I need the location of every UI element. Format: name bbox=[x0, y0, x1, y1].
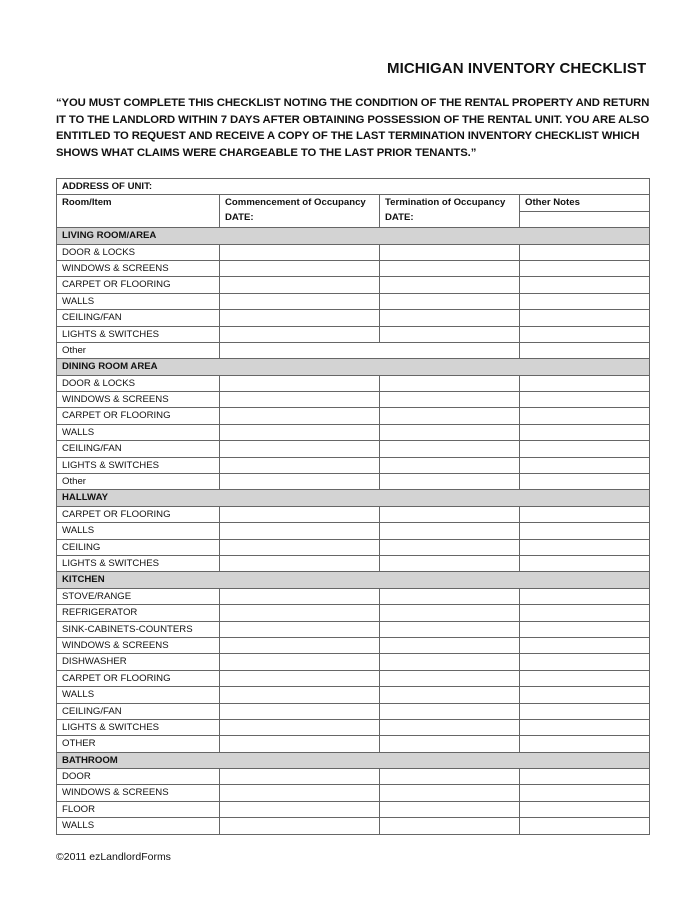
other-notes-cell[interactable] bbox=[520, 736, 650, 752]
room-item-label: CARPET OR FLOORING bbox=[57, 670, 220, 686]
other-notes-cell[interactable] bbox=[520, 801, 650, 817]
room-item-label: WINDOWS & SCREENS bbox=[57, 392, 220, 408]
room-item-label: CEILING bbox=[57, 539, 220, 555]
other-notes-cell[interactable] bbox=[520, 310, 650, 326]
table-row bbox=[57, 588, 650, 604]
room-item-label: OTHER bbox=[57, 736, 220, 752]
other-notes-cell[interactable] bbox=[520, 785, 650, 801]
room-item-label: CARPET OR FLOORING bbox=[57, 277, 220, 293]
table-row bbox=[57, 310, 650, 326]
table-row bbox=[57, 457, 650, 473]
termination-cell[interactable] bbox=[380, 703, 520, 719]
section-header-row bbox=[57, 752, 650, 768]
commencement-cell[interactable] bbox=[220, 703, 380, 719]
other-notes-cell[interactable] bbox=[520, 719, 650, 735]
table-row bbox=[57, 687, 650, 703]
other-notes-cell[interactable] bbox=[520, 818, 650, 834]
termination-cell[interactable] bbox=[380, 818, 520, 834]
header-row bbox=[57, 195, 650, 211]
commencement-cell[interactable] bbox=[220, 506, 380, 522]
notice-text: “YOU MUST COMPLETE THIS CHECKLIST NOTING THE CONDITION OF THE RENTAL PROPERTY AND RETURN IT TO THE LANDLORD WITHIN 7 DAYS AFTER OBTAINING POSSESSION OF THE RENTAL UNIT. YOU ARE ALSO ENTITLED TO REQUEST AND RECEIVE A COPY OF THE LAST TERMINATION INVENTORY CHECKLIST WHICH SHOWS WHAT CLAIMS WERE CHARGEABLE TO THE LAST PRIOR TENANTS.” bbox=[56, 97, 650, 159]
room-item-label: CEILING/FAN bbox=[57, 441, 220, 457]
table-row bbox=[57, 506, 650, 522]
section-header-row bbox=[57, 228, 650, 244]
other-notes-cell[interactable] bbox=[520, 588, 650, 604]
commencement-termination-cell[interactable] bbox=[220, 342, 520, 358]
commencement-cell[interactable] bbox=[220, 392, 380, 408]
other-notes-cell[interactable] bbox=[520, 769, 650, 785]
inventory-table bbox=[56, 178, 650, 835]
termination-cell[interactable] bbox=[380, 605, 520, 621]
other-notes-cell[interactable] bbox=[520, 506, 650, 522]
commencement-cell[interactable] bbox=[220, 621, 380, 637]
termination-cell[interactable] bbox=[380, 260, 520, 276]
other-notes-cell[interactable] bbox=[520, 523, 650, 539]
table-row bbox=[57, 523, 650, 539]
termination-cell[interactable] bbox=[380, 555, 520, 571]
other-notes-cell[interactable] bbox=[520, 293, 650, 309]
header-room-item: Room/Item bbox=[57, 195, 220, 228]
commencement-cell[interactable] bbox=[220, 424, 380, 440]
commencement-cell[interactable] bbox=[220, 523, 380, 539]
termination-cell[interactable] bbox=[380, 310, 520, 326]
termination-cell[interactable] bbox=[380, 244, 520, 260]
table-row bbox=[57, 277, 650, 293]
table-row bbox=[57, 637, 650, 653]
section-title: HALLWAY bbox=[57, 490, 650, 506]
termination-cell[interactable] bbox=[380, 769, 520, 785]
termination-cell[interactable] bbox=[380, 375, 520, 391]
termination-cell[interactable] bbox=[380, 637, 520, 653]
commencement-cell[interactable] bbox=[220, 375, 380, 391]
termination-cell[interactable] bbox=[380, 687, 520, 703]
termination-cell[interactable] bbox=[380, 801, 520, 817]
other-notes-cell[interactable] bbox=[520, 326, 650, 342]
commencement-cell[interactable] bbox=[220, 457, 380, 473]
other-notes-cell[interactable] bbox=[520, 260, 650, 276]
room-item-label: WINDOWS & SCREENS bbox=[57, 637, 220, 653]
other-notes-cell[interactable] bbox=[520, 375, 650, 391]
commencement-cell[interactable] bbox=[220, 818, 380, 834]
commencement-cell[interactable] bbox=[220, 474, 380, 490]
other-notes-cell[interactable] bbox=[520, 244, 650, 260]
termination-cell[interactable] bbox=[380, 523, 520, 539]
table-row bbox=[57, 539, 650, 555]
section-header-row bbox=[57, 359, 650, 375]
address-row bbox=[57, 179, 650, 195]
table-row bbox=[57, 769, 650, 785]
section-title: LIVING ROOM/AREA bbox=[57, 228, 650, 244]
commencement-cell[interactable] bbox=[220, 719, 380, 735]
room-item-label: LIGHTS & SWITCHES bbox=[57, 719, 220, 735]
commencement-cell[interactable] bbox=[220, 539, 380, 555]
commencement-cell[interactable] bbox=[220, 801, 380, 817]
termination-cell[interactable] bbox=[380, 474, 520, 490]
table-row bbox=[57, 703, 650, 719]
copyright-footer: ©2011 ezLandlordForms bbox=[56, 851, 171, 863]
table-row bbox=[57, 605, 650, 621]
room-item-label: Other bbox=[57, 474, 220, 490]
table-row bbox=[57, 555, 650, 571]
other-notes-cell[interactable] bbox=[520, 687, 650, 703]
other-notes-cell[interactable] bbox=[520, 457, 650, 473]
table-row bbox=[57, 654, 650, 670]
room-item-label: LIGHTS & SWITCHES bbox=[57, 326, 220, 342]
table-row bbox=[57, 441, 650, 457]
table-row bbox=[57, 719, 650, 735]
other-notes-blank-cell[interactable] bbox=[520, 211, 650, 227]
other-notes-cell[interactable] bbox=[520, 670, 650, 686]
termination-cell[interactable] bbox=[380, 539, 520, 555]
commencement-cell[interactable] bbox=[220, 310, 380, 326]
other-notes-cell[interactable] bbox=[520, 654, 650, 670]
commencement-cell[interactable] bbox=[220, 326, 380, 342]
room-item-label: CARPET OR FLOORING bbox=[57, 506, 220, 522]
section-header-row bbox=[57, 572, 650, 588]
table-row bbox=[57, 260, 650, 276]
termination-cell[interactable] bbox=[380, 506, 520, 522]
room-item-label: STOVE/RANGE bbox=[57, 588, 220, 604]
table-row bbox=[57, 424, 650, 440]
table-row bbox=[57, 408, 650, 424]
termination-cell[interactable] bbox=[380, 670, 520, 686]
other-notes-cell[interactable] bbox=[520, 703, 650, 719]
commencement-cell[interactable] bbox=[220, 441, 380, 457]
table-row bbox=[57, 818, 650, 834]
commencement-cell[interactable] bbox=[220, 588, 380, 604]
page-title: MICHIGAN INVENTORY CHECKLIST bbox=[387, 60, 647, 77]
commencement-cell[interactable] bbox=[220, 670, 380, 686]
commencement-cell[interactable] bbox=[220, 408, 380, 424]
commencement-cell[interactable] bbox=[220, 785, 380, 801]
termination-cell[interactable] bbox=[380, 392, 520, 408]
header-other-notes: Other Notes bbox=[520, 195, 650, 211]
other-notes-cell[interactable] bbox=[520, 474, 650, 490]
header-termination[interactable]: Termination of Occupancy DATE: bbox=[380, 195, 520, 228]
room-item-label: WALLS bbox=[57, 687, 220, 703]
commencement-cell[interactable] bbox=[220, 769, 380, 785]
room-item-label: Other bbox=[57, 342, 220, 358]
other-notes-cell[interactable] bbox=[520, 424, 650, 440]
room-item-label: LIGHTS & SWITCHES bbox=[57, 457, 220, 473]
commencement-cell[interactable] bbox=[220, 244, 380, 260]
room-item-label: CEILING/FAN bbox=[57, 310, 220, 326]
room-item-label: DOOR & LOCKS bbox=[57, 375, 220, 391]
commencement-cell[interactable] bbox=[220, 260, 380, 276]
other-notes-cell[interactable] bbox=[520, 539, 650, 555]
commencement-cell[interactable] bbox=[220, 277, 380, 293]
header-commencement[interactable]: Commencement of Occupancy DATE: bbox=[220, 195, 380, 228]
other-notes-cell[interactable] bbox=[520, 342, 650, 358]
other-notes-cell[interactable] bbox=[520, 605, 650, 621]
table-row bbox=[57, 293, 650, 309]
room-item-label: REFRIGERATOR bbox=[57, 605, 220, 621]
room-item-label: SINK-CABINETS-COUNTERS bbox=[57, 621, 220, 637]
table-row bbox=[57, 801, 650, 817]
section-title: KITCHEN bbox=[57, 572, 650, 588]
table-row bbox=[57, 621, 650, 637]
termination-cell[interactable] bbox=[380, 424, 520, 440]
commencement-date-label: DATE: bbox=[225, 212, 254, 224]
other-notes-cell[interactable] bbox=[520, 408, 650, 424]
termination-cell[interactable] bbox=[380, 654, 520, 670]
termination-cell[interactable] bbox=[380, 293, 520, 309]
other-notes-cell[interactable] bbox=[520, 555, 650, 571]
commencement-cell[interactable] bbox=[220, 654, 380, 670]
section-title: BATHROOM bbox=[57, 752, 650, 768]
termination-cell[interactable] bbox=[380, 719, 520, 735]
room-item-label: CEILING/FAN bbox=[57, 703, 220, 719]
room-item-label: DOOR & LOCKS bbox=[57, 244, 220, 260]
table-row bbox=[57, 375, 650, 391]
room-item-label: WINDOWS & SCREENS bbox=[57, 785, 220, 801]
other-notes-cell[interactable] bbox=[520, 621, 650, 637]
room-item-label: DISHWASHER bbox=[57, 654, 220, 670]
commencement-cell[interactable] bbox=[220, 605, 380, 621]
termination-cell[interactable] bbox=[380, 785, 520, 801]
table-row bbox=[57, 244, 650, 260]
table-row bbox=[57, 736, 650, 752]
table-row bbox=[57, 392, 650, 408]
table-row bbox=[57, 785, 650, 801]
room-item-label: LIGHTS & SWITCHES bbox=[57, 555, 220, 571]
other-notes-cell[interactable] bbox=[520, 637, 650, 653]
room-item-label: FLOOR bbox=[57, 801, 220, 817]
commencement-cell[interactable] bbox=[220, 637, 380, 653]
table-row bbox=[57, 342, 650, 358]
termination-cell[interactable] bbox=[380, 441, 520, 457]
table-row bbox=[57, 326, 650, 342]
address-field[interactable] bbox=[57, 179, 650, 195]
termination-cell[interactable] bbox=[380, 621, 520, 637]
commencement-cell[interactable] bbox=[220, 687, 380, 703]
termination-cell[interactable] bbox=[380, 736, 520, 752]
termination-cell[interactable] bbox=[380, 457, 520, 473]
room-item-label: WALLS bbox=[57, 818, 220, 834]
table-row bbox=[57, 474, 650, 490]
address-label: ADDRESS OF UNIT: bbox=[62, 181, 153, 192]
termination-cell[interactable] bbox=[380, 277, 520, 293]
room-item-label: WINDOWS & SCREENS bbox=[57, 260, 220, 276]
other-notes-cell[interactable] bbox=[520, 392, 650, 408]
room-item-label: WALLS bbox=[57, 293, 220, 309]
commencement-cell[interactable] bbox=[220, 293, 380, 309]
room-item-label: DOOR bbox=[57, 769, 220, 785]
other-notes-cell[interactable] bbox=[520, 277, 650, 293]
section-title: DINING ROOM AREA bbox=[57, 359, 650, 375]
room-item-label: CARPET OR FLOORING bbox=[57, 408, 220, 424]
table-row bbox=[57, 670, 650, 686]
section-header-row bbox=[57, 490, 650, 506]
room-item-label: WALLS bbox=[57, 523, 220, 539]
room-item-label: WALLS bbox=[57, 424, 220, 440]
termination-cell[interactable] bbox=[380, 408, 520, 424]
termination-cell[interactable] bbox=[380, 326, 520, 342]
commencement-cell[interactable] bbox=[220, 555, 380, 571]
other-notes-cell[interactable] bbox=[520, 441, 650, 457]
commencement-cell[interactable] bbox=[220, 736, 380, 752]
termination-date-label: DATE: bbox=[385, 212, 414, 224]
termination-cell[interactable] bbox=[380, 588, 520, 604]
